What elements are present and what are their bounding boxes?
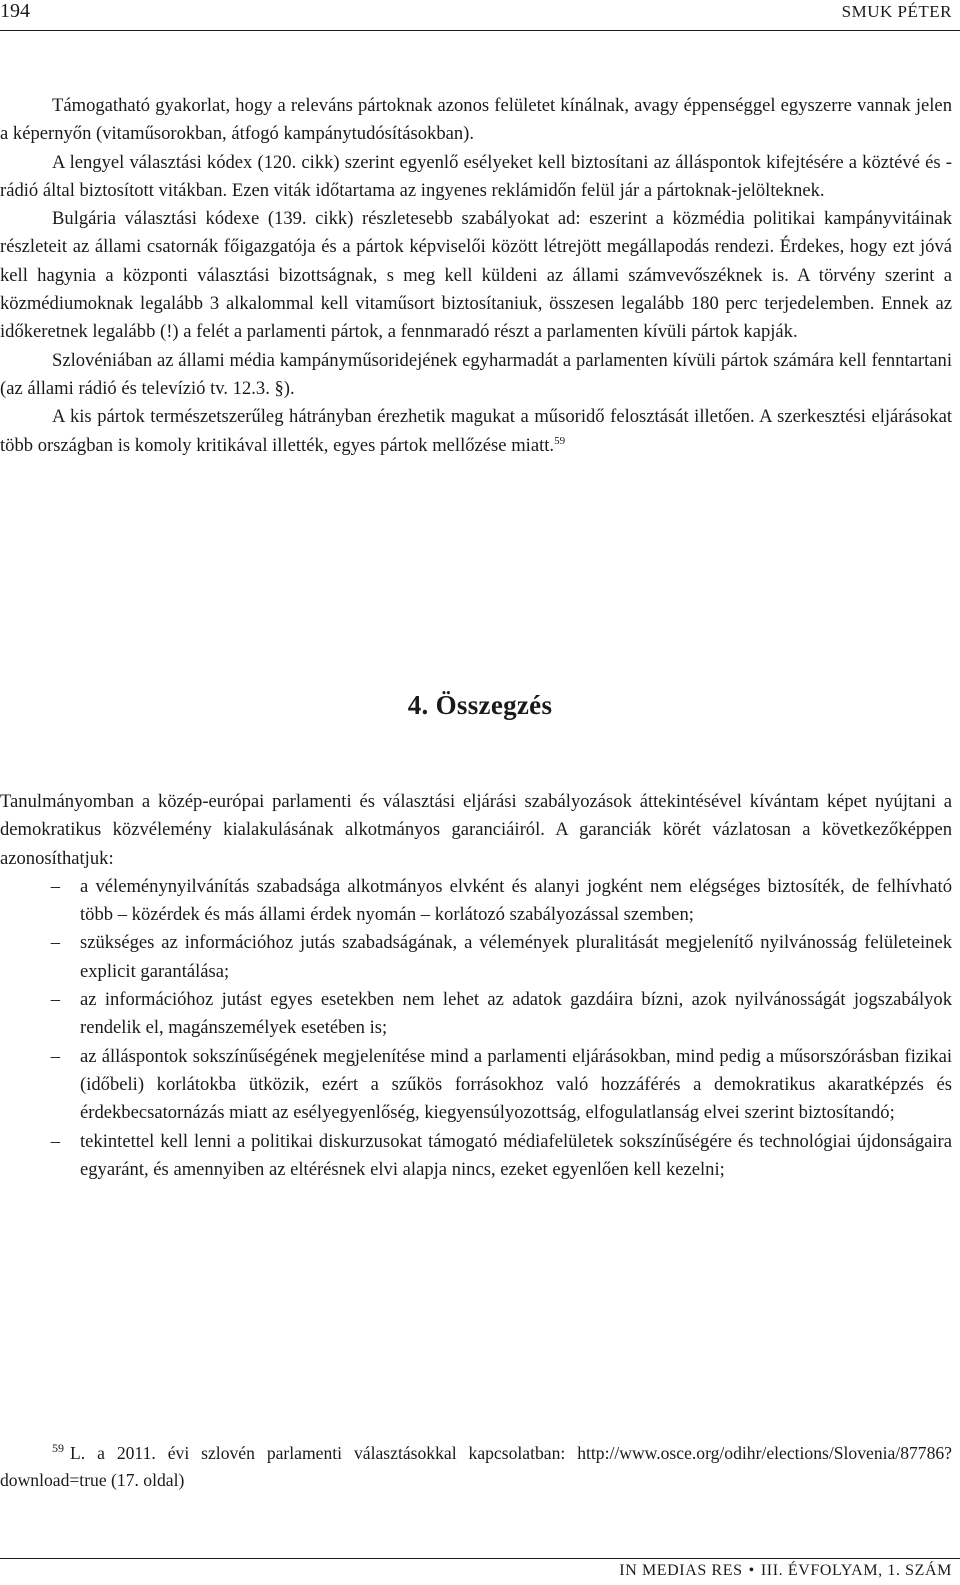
list-item-text: tekintettel kell lenni a politikai diskurzusokat támogató médiafelületek sokszínűségére és technológiai újdonságaira egyaránt, és amennyiben az eltérésnek elvi alapja nincs, ezeket egyenlően kell kezelni;: [80, 1130, 952, 1180]
footnote-text: L. a 2011. évi szlovén parlamenti választásokkal kapcsolatban: http://www.osce.org/odihr/elections/Slovenia/87786?download=true (17. oldal): [0, 1443, 952, 1490]
dash-marker: –: [50, 1045, 60, 1067]
section-heading: 4. Összegzés: [407, 690, 553, 720]
list-item: [0, 1043, 952, 1128]
running-header: [0, 0, 952, 30]
paragraph: Szlovéniában az állami média kampányműsoridejének egyharmadát a parlamenten kívüli pártok számára kell fenntartani (az állami rádió és televízió tv. 12.3. §).: [0, 349, 952, 399]
list-item: [0, 873, 952, 930]
list-item-text: a véleménynyilvánítás szabadsága alkotmányos elvként és alanyi jogként nem elégséges biztosíték, de felhívható több – közérdek és más állami érdek nyomán – korlátozó szabályozással szemben;: [80, 875, 952, 926]
footnote-reference[interactable]: 59: [554, 434, 566, 447]
body-text-summary: [0, 788, 952, 1184]
summary-intro: Tanulmányomban a közép-európai parlamenti és választási eljárási szabályozások áttekintésével kívántam képet nyújtani a demokratikus közvélemény kialakulásának alkotmányos garanciáiról. A garanciák körét vázlatosan a következőképpen azonosíthatjuk:: [0, 791, 952, 869]
footer-rule: [0, 1558, 960, 1559]
paragraph: [0, 403, 952, 460]
dash-marker: –: [50, 1130, 60, 1152]
paragraph: A lengyel választási kódex (120. cikk) szerint egyenlő esélyeket kell biztosítani az álláspontok kifejtésére a köztévé és -rádió által biztosított vitákban. Ezen viták időtartama az ingyenes reklámidőn felül jár a pártoknak-jelölteknek.: [0, 151, 952, 201]
running-footer: [619, 1562, 952, 1580]
list-item-text: szükséges az információhoz jutás szabadságának, a vélemények pluralitását megjelenítő nyilvánosság felületeinek explicit garantálása;: [80, 932, 952, 982]
page-number: 194: [0, 0, 30, 22]
list-item: [0, 929, 952, 986]
dash-marker: –: [50, 989, 60, 1011]
dash-marker: –: [50, 932, 60, 954]
list-item: [0, 1128, 952, 1185]
guarantee-list: [0, 873, 952, 1184]
header-rule: [0, 30, 960, 31]
body-text-top: [0, 92, 952, 460]
paragraph-text: A kis pártok természetszerűleg hátrányban érezhetik magukat a műsoridő felosztását illetően. A szerkesztési eljárásokat több országban is komoly kritikával illették, egyes pártok mellőzése miatt.: [0, 406, 952, 456]
footnote: [0, 1440, 952, 1494]
running-header-author: SMUK PÉTER: [841, 2, 952, 21]
paragraph: Támogatható gyakorlat, hogy a releváns pártoknak azonos felületet kínálnak, avagy éppenséggel egyszerre vannak jelen a képernyőn (vitaműsorokban, átfogó kampánytudósításokban).: [0, 95, 952, 145]
footer-bullet: •: [748, 1562, 755, 1579]
list-item-text: az információhoz jutást egyes esetekben nem lehet az adatok gazdáira bízni, azok nyilvánosságát jogszabályok rendelik el, magánszemélyek esetében is;: [80, 989, 952, 1039]
dash-marker: –: [50, 875, 60, 897]
footnote-number: 59: [52, 1441, 64, 1456]
journal-issue: III. ÉVFOLYAM, 1. SZÁM: [760, 1562, 952, 1579]
journal-name: IN MEDIAS RES: [619, 1562, 743, 1579]
list-item-text: az álláspontok sokszínűségének megjelenítése mind a parlamenti eljárásokban, mind pedig a műsorszórásban fizikai (időbeli) korlátokba ütközik, ezért a szűkös forrásokhoz való hozzáférés a demokratikus akaratképzés és érdekbecsatornázás miatt az esélyegyenlőség, kiegyensúlyozottság, elfogulatlanság elvei szerint biztosítandó;: [80, 1045, 952, 1124]
footnote-body: [0, 1440, 952, 1494]
list-item: [0, 986, 952, 1043]
paragraph: Bulgária választási kódexe (139. cikk) részletesebb szabályokat ad: eszerint a közmédia politikai kampányvitáinak részleteit az állami csatornák főigazgatója és a pártok képviselői között létrejött megállapodás rendezi. Érdekes, hogy ezt jóvá kell hagynia a központi választási bizottságnak, s meg kell küldeni az állami számvevőszéknek is. A törvény szerint a közmédiumoknak legalább 3 alkalommal kell vitaműsort biztosítaniuk, összesen legalább 180 perc terjedelemben. Ennek az időkeretnek legalább (!) a felét a parlamenti pártok, a fennmaradó részt a parlamenten kívüli pártok kapják.: [0, 208, 952, 343]
